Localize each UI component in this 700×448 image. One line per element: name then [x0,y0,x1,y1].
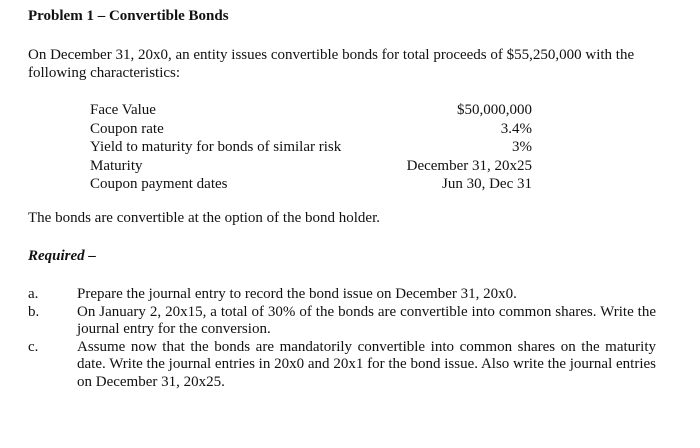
term-value: December 31, 20x25 [406,157,532,174]
requirement-item [28,304,656,339]
term-row [90,157,532,176]
requirement-item [28,286,656,304]
requirements-list [28,286,656,391]
term-label: Yield to maturity for bonds of similar risk [90,139,342,155]
problem-title: Problem 1 – Convertible Bonds [28,8,229,24]
requirement-text: Assume now that the bonds are mandatorily convertible into common shares on the maturity date. Write the journal entries in 20x0 and 20x1 for the bond issue. Also write the journal entries on December 31, 20x25. [77,338,656,390]
bond-terms-table [90,101,532,194]
convertible-note: The bonds are convertible at the option of the bond holder. [28,210,380,226]
requirement-item [28,339,656,392]
term-label: Maturity [90,157,143,174]
term-label: Coupon payment dates [90,176,228,192]
requirement-letter: c. [28,338,39,355]
intro-paragraph: On December 31, 20x0, an entity issues convertible bonds for total proceeds of $55,250,000 with the following characteristics: [28,47,635,81]
term-value: 3% [512,139,532,155]
term-label: Face Value [90,102,156,118]
requirement-text: Prepare the journal entry to record the bond issue on December 31, 20x0. [77,286,517,302]
term-value: 3.4% [500,120,532,137]
term-value: $50,000,000 [457,102,532,118]
term-row [90,101,532,120]
requirement-text: On January 2, 20x15, a total of 30% of the bonds are convertible into common shares. Write the journal entry for the conversion. [77,303,656,337]
term-row [90,175,532,194]
term-label: Coupon rate [90,120,164,137]
required-heading: Required – [28,248,96,264]
requirement-letter: a. [28,286,39,302]
term-value: Jun 30, Dec 31 [442,176,532,192]
requirement-letter: b. [28,303,40,320]
term-row [90,138,532,157]
term-row [90,120,532,139]
